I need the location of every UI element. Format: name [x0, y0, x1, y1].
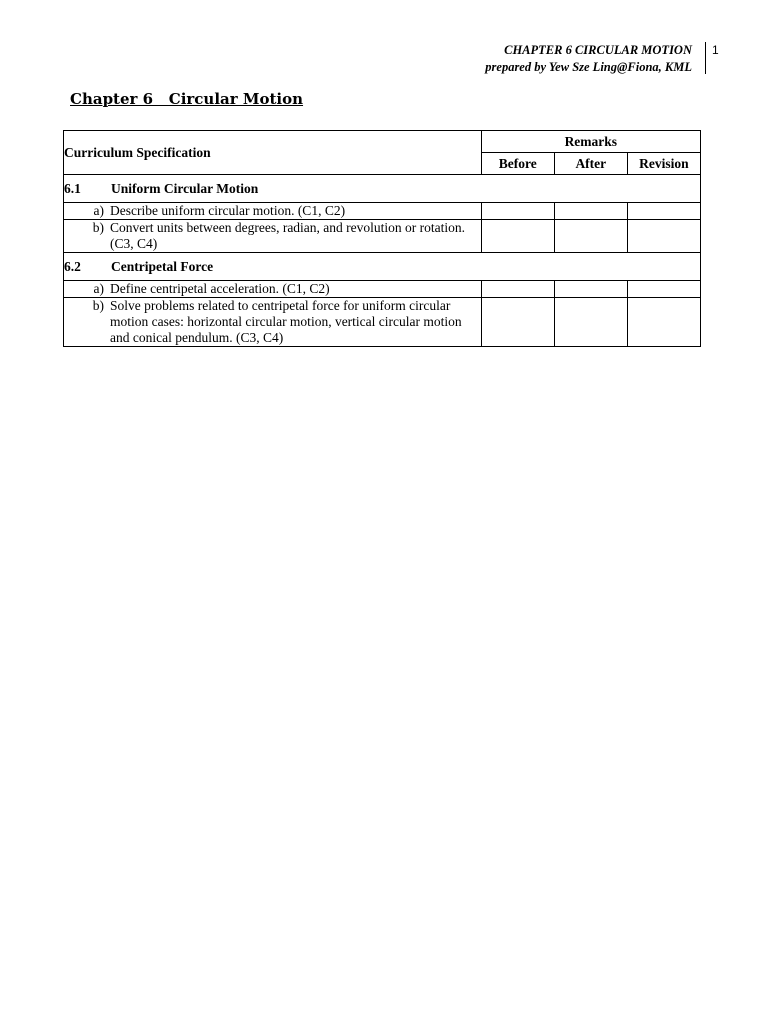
section-heading [64, 253, 701, 281]
header-author: prepared by Yew Sze Ling@Fiona, KML [485, 60, 692, 74]
header-divider [705, 42, 706, 74]
after-cell [554, 298, 627, 347]
running-header [485, 42, 698, 76]
header-chapter: CHAPTER 6 CIRCULAR MOTION [504, 43, 692, 57]
before-header: Before [481, 153, 554, 175]
before-cell [481, 298, 554, 347]
table-row [64, 203, 701, 220]
section-number: 6.2 [64, 258, 81, 274]
remarks-header: Remarks [481, 131, 700, 153]
table-row [64, 298, 701, 347]
item-letter: b) [92, 298, 104, 313]
revision-cell [627, 220, 700, 253]
section-number: 6.1 [64, 180, 81, 196]
before-cell [481, 220, 554, 253]
table-row [64, 220, 701, 253]
item-text: Convert units between degrees, radian, and revolution or rotation. (C3, C4) [110, 220, 466, 251]
before-cell [481, 203, 554, 220]
item-text: Define centripetal acceleration. (C1, C2) [110, 281, 330, 296]
section-title: Centripetal Force [111, 258, 214, 274]
item-text: Describe uniform circular motion. (C1, C2) [110, 203, 346, 218]
item-text: Solve problems related to centripetal force for uniform circular motion cases: horizontal circular motion, vertical circular motion and conical pendulum. (C3, C4) [110, 298, 462, 345]
revision-cell [627, 281, 700, 298]
curriculum-table [63, 130, 701, 347]
section-row [64, 253, 701, 281]
item-letter: a) [93, 203, 104, 218]
chapter-title: Chapter 6 Circular Motion [70, 90, 304, 108]
spec-item [64, 203, 482, 220]
after-header: After [554, 153, 627, 175]
before-cell [481, 281, 554, 298]
revision-cell [627, 298, 700, 347]
spec-item [64, 220, 482, 253]
spec-item [64, 298, 482, 347]
page-number: 1 [712, 43, 719, 57]
revision-header: Revision [627, 153, 700, 175]
section-title: Uniform Circular Motion [111, 180, 259, 196]
table-row [64, 281, 701, 298]
section-row [64, 175, 701, 203]
spec-item [64, 281, 482, 298]
after-cell [554, 281, 627, 298]
item-letter: b) [92, 220, 104, 235]
after-cell [554, 220, 627, 253]
curriculum-spec-header: Curriculum Specification [64, 131, 482, 175]
revision-cell [627, 203, 700, 220]
item-letter: a) [93, 281, 104, 296]
section-heading [64, 175, 701, 203]
after-cell [554, 203, 627, 220]
